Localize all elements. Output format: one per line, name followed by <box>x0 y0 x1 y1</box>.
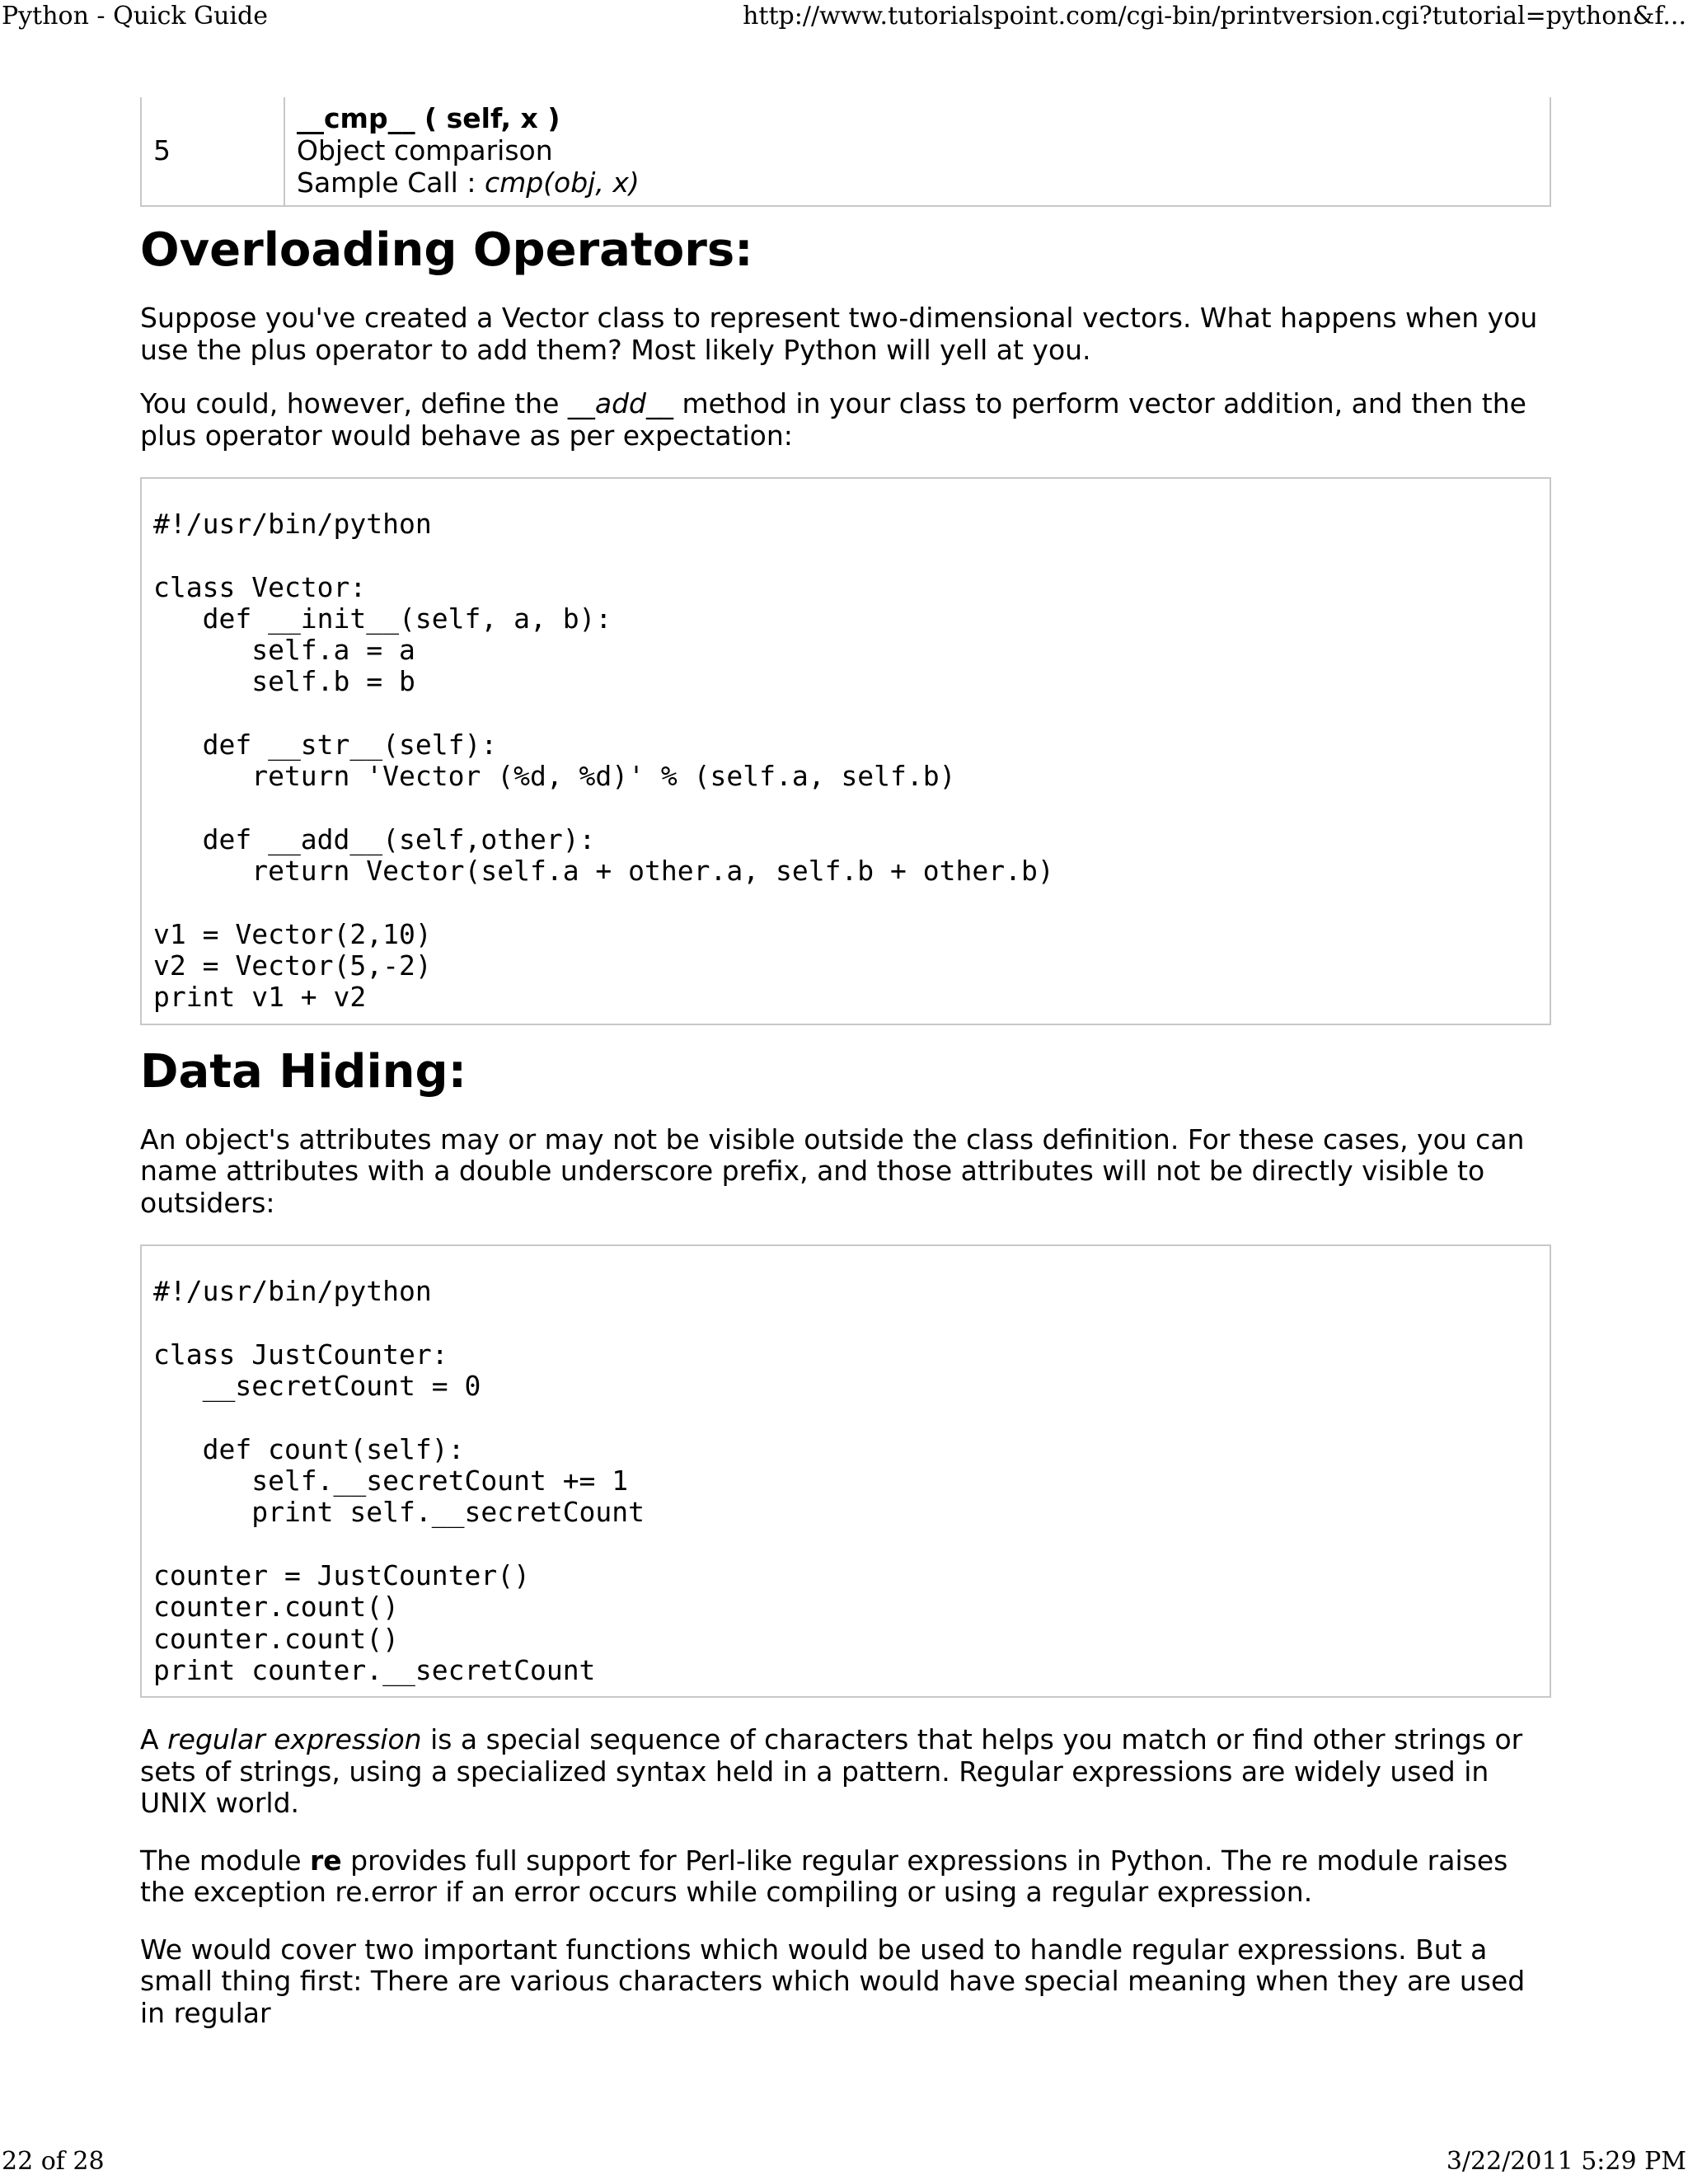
page-number: 22 of 28 <box>2 2147 105 2176</box>
counter-code-block: #!/usr/bin/python class JustCounter: __secretCount = 0 def count(self): self.__secretCount += 1 print self.__secretCount counter = JustCounter() counter.count() counter.count() print counter.__secretCount <box>140 1244 1551 1698</box>
regex-paragraph-1: A regular expression is a special sequence of characters that helps you match or find other strings or sets of strings, using a specialized syntax held in a pattern. Regular expressions are widely used in UNIX world. <box>140 1723 1523 1820</box>
add-method-name: add <box>594 387 647 419</box>
row-number: 5 <box>141 97 284 206</box>
page-url: http://www.tutorialspoint.com/cgi-bin/printversion.cgi?tutorial=python&f... <box>743 2 1686 30</box>
re-module-name: re <box>310 1844 342 1877</box>
method-description: Object comparison <box>297 134 553 166</box>
print-header <box>0 0 1688 35</box>
sample-call: cmp(obj, x) <box>484 166 640 199</box>
data-hiding-paragraph: An object's attributes may or may not be visible outside the class definition. For these cases, you can name attributes with a double underscore prefix, and those attributes will not be directly visible to outsiders: <box>140 1122 1525 1219</box>
table-row <box>141 97 1550 206</box>
regex-paragraph-2: The module re provides full support for Perl-like regular expressions in Python. The re module raises the exception re.error if an error occurs while compiling or using a regular expression. <box>140 1844 1508 1909</box>
method-name: __cmp__ ( self, x ) <box>297 102 560 134</box>
page-title: Python - Quick Guide <box>2 2 268 30</box>
print-datetime: 3/22/2011 5:29 PM <box>1446 2147 1686 2176</box>
print-footer <box>0 2145 1688 2180</box>
data-hiding-heading: Data Hiding: <box>140 1044 467 1099</box>
methods-table <box>140 97 1551 207</box>
method-cell <box>284 97 1550 206</box>
overloading-paragraph-1: Suppose you've created a Vector class to represent two-dimensional vectors. What happens when you use the plus operator to add them? Most likely Python will yell at you. <box>140 302 1538 366</box>
overloading-paragraph-2: You could, however, define the __add__ method in your class to perform vector addition, and then the plus operator would behave as per expectation: <box>140 387 1526 452</box>
overloading-heading: Overloading Operators: <box>140 223 753 277</box>
regex-term: regular expression <box>167 1723 422 1756</box>
vector-code-block: #!/usr/bin/python class Vector: def __init__(self, a, b): self.a = a self.b = b def __str__(self): return 'Vector (%d, %d)' % (self.a, self.b) def __add__(self,other): return Vector(self.a + other.a, self.b + other.b) v1 = Vector(2,10) v2 = Vector(5,-2) print v1 + v2 <box>140 477 1551 1025</box>
method-sample <box>297 166 1538 199</box>
document-content <box>140 97 1551 2029</box>
sample-label: Sample Call : <box>297 166 485 199</box>
regex-paragraph-3: We would cover two important functions which would be used to handle regular expressions. But a small thing first: There are various characters which would have special meaning when they are used in regular <box>140 1933 1526 2029</box>
